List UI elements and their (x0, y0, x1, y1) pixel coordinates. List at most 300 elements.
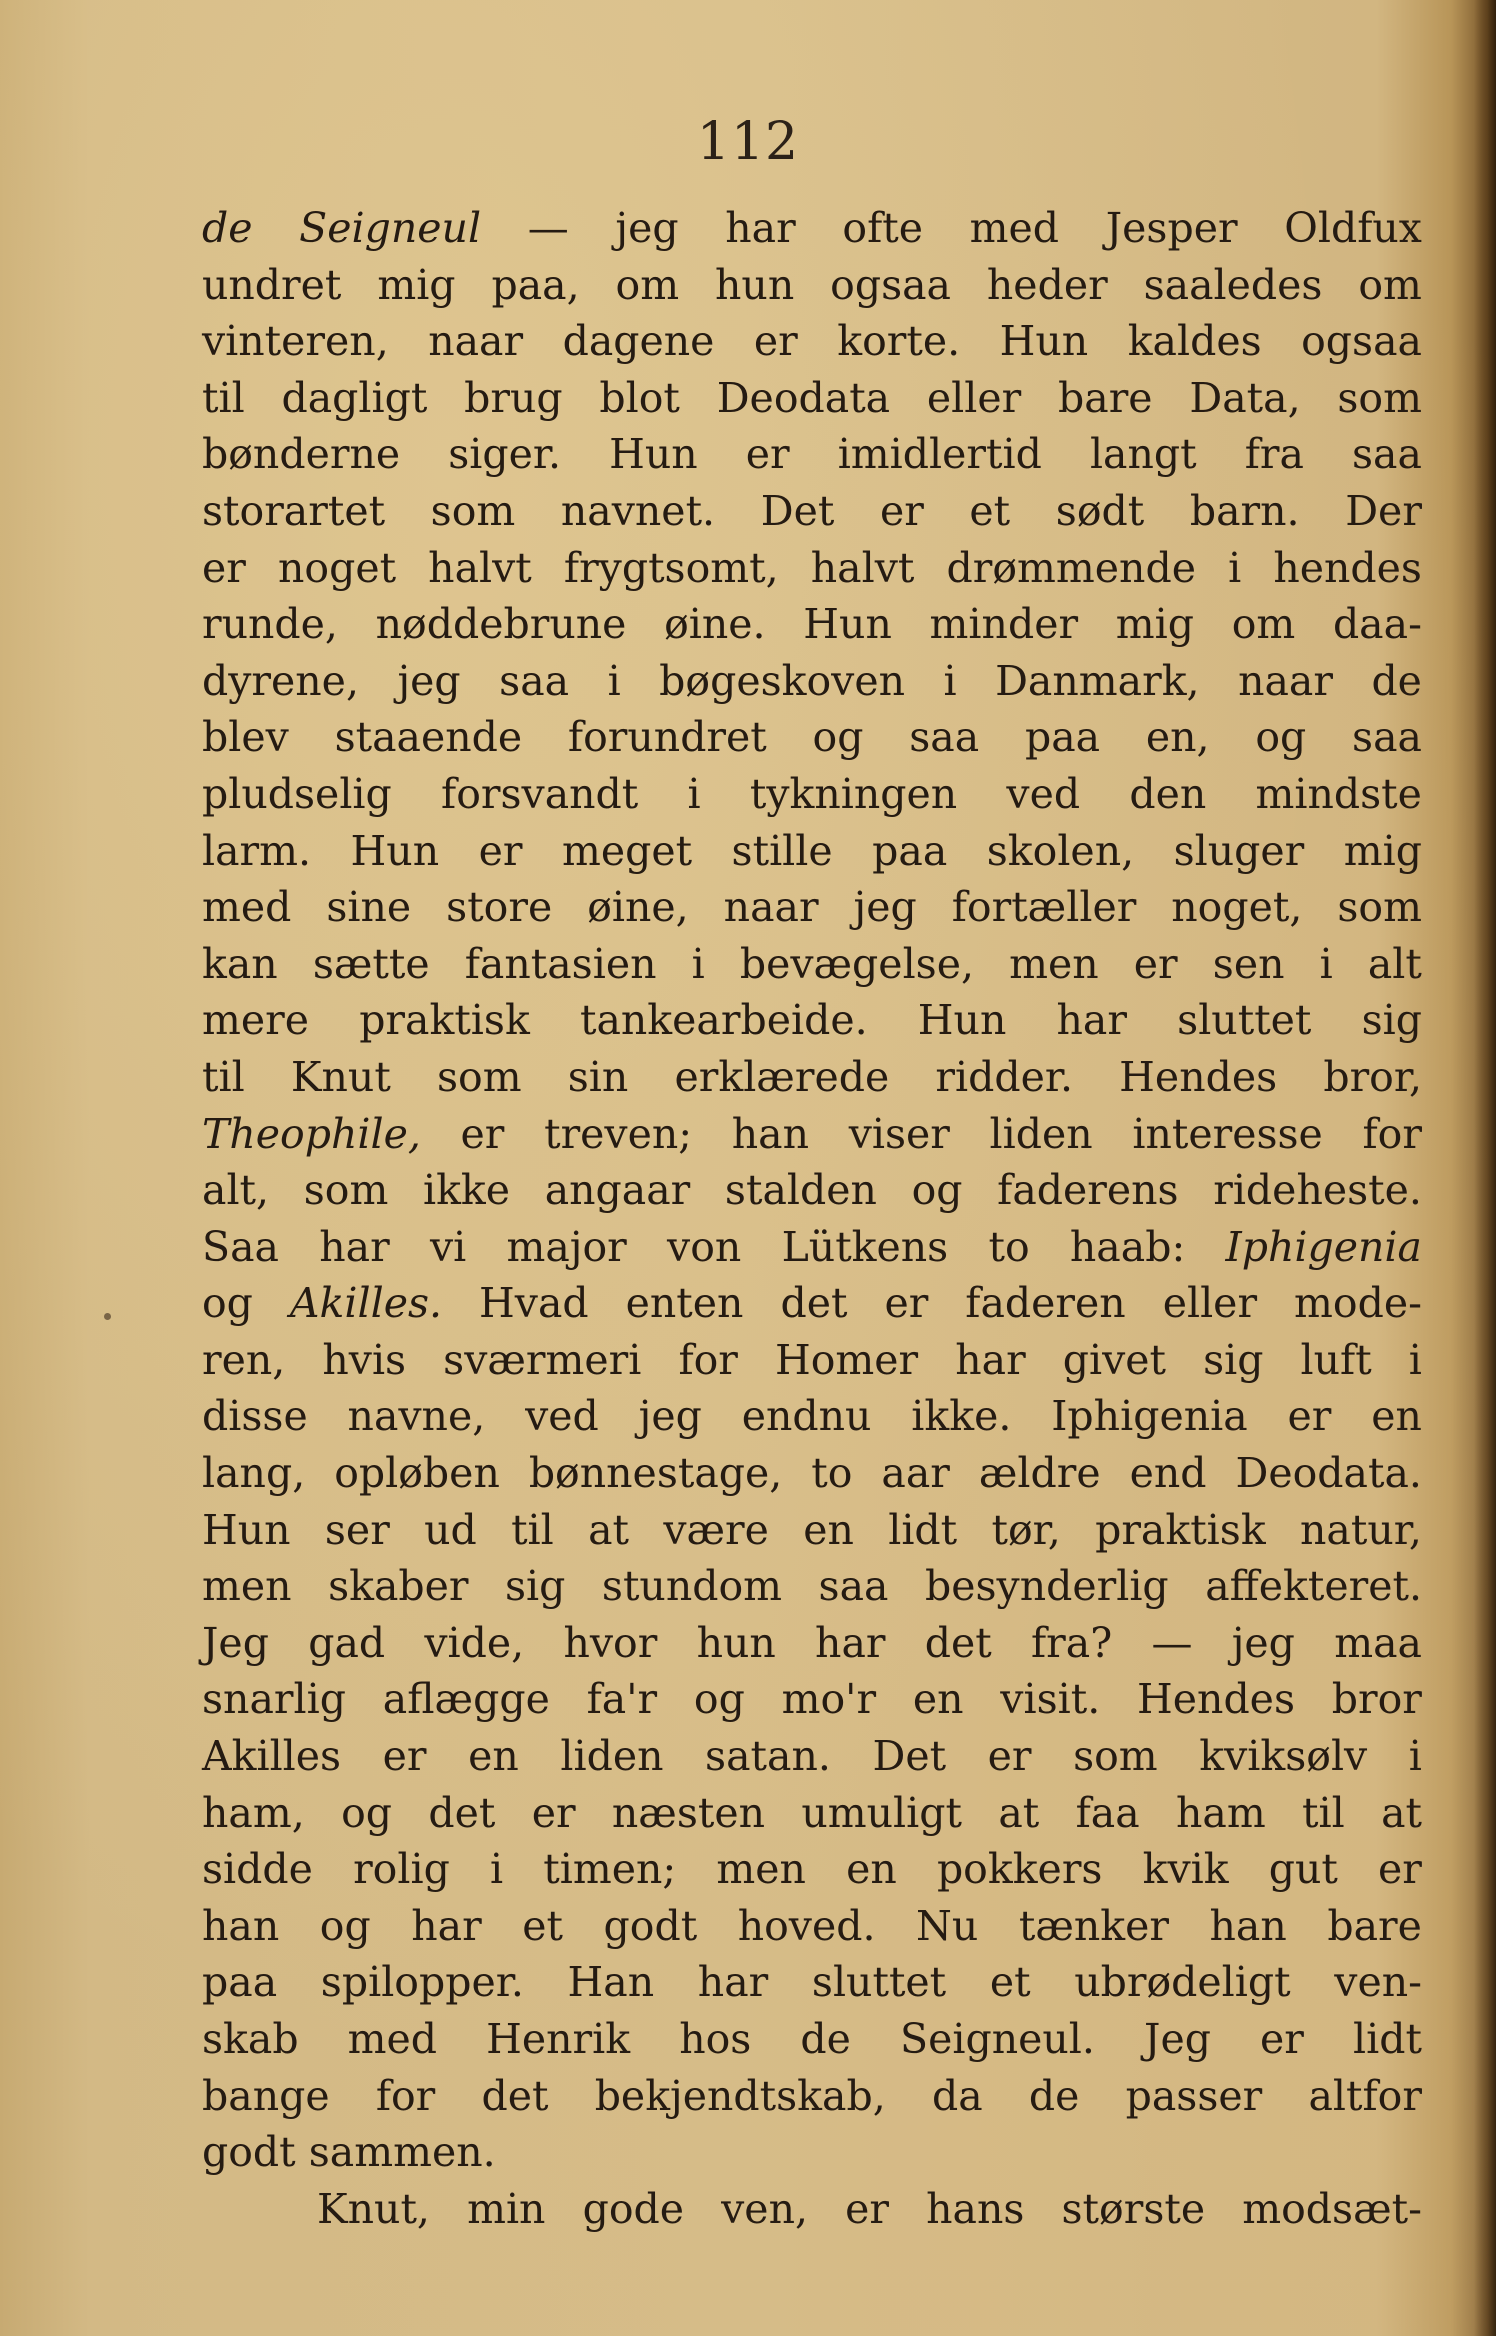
word: hvor (563, 1618, 658, 1667)
word: saa (499, 656, 570, 705)
word: faderen (965, 1279, 1126, 1328)
word: liden (989, 1109, 1093, 1158)
text-line (202, 1162, 1422, 1219)
word: stalden (724, 1166, 877, 1215)
word: hendes (1273, 543, 1422, 592)
word: mode- (1294, 1279, 1422, 1328)
word: er (753, 317, 798, 366)
word: som (430, 486, 516, 535)
text-line (202, 766, 1422, 823)
text-line (202, 1671, 1422, 1728)
word: disse (202, 1392, 308, 1441)
text-line (202, 653, 1422, 710)
text-line (202, 1615, 1422, 1672)
word: er (1287, 1392, 1332, 1441)
word: eller (926, 373, 1022, 422)
word: øine. (664, 600, 766, 649)
text-line (202, 992, 1422, 1049)
word: ofte (842, 204, 923, 252)
word: lidt (888, 1505, 958, 1554)
word: Data, (1189, 373, 1301, 422)
word: sen (1212, 939, 1285, 988)
word: en (803, 1505, 854, 1554)
text-line (202, 596, 1422, 653)
word: er (478, 826, 523, 875)
word: har (1056, 996, 1127, 1045)
word: Det (760, 486, 835, 535)
word: langt (1089, 430, 1197, 479)
word: kvik (1142, 1845, 1229, 1894)
word: og (911, 1166, 963, 1215)
word: et (989, 1958, 1031, 2007)
word: han (1209, 1901, 1287, 1950)
word: Iphigenia (1225, 1222, 1422, 1271)
word: nøddebrune (375, 600, 627, 649)
word: for (375, 2071, 436, 2120)
word: og (812, 713, 864, 762)
word: hans (926, 2184, 1025, 2233)
word: bare (1327, 1901, 1422, 1950)
word: de (1028, 2071, 1080, 2120)
text-line (202, 370, 1422, 427)
text-line (202, 1502, 1422, 1559)
word: Hun (999, 317, 1089, 366)
word: brug (464, 373, 563, 422)
word: godt (603, 1901, 698, 1950)
word: sluger (1173, 826, 1305, 875)
word: hos (679, 2015, 752, 2063)
text-line (202, 2124, 1422, 2181)
word: en (912, 1675, 964, 1724)
word: sidde (202, 1845, 313, 1894)
word: er (884, 1279, 929, 1328)
word: — (1151, 1618, 1193, 1667)
word: enten (625, 1279, 744, 1328)
text-line (202, 2181, 1422, 2238)
word: liden (560, 1732, 664, 1781)
word: halvt (428, 543, 532, 592)
word: et (522, 1901, 563, 1950)
word: som (1337, 883, 1422, 932)
word: paa (872, 826, 948, 875)
word: mindste (1255, 769, 1422, 818)
word: i (691, 939, 705, 988)
word: vide, (424, 1618, 525, 1667)
word: drømmende (946, 543, 1196, 592)
word: Theophile, (202, 1109, 421, 1158)
word: tænker (1018, 1901, 1169, 1950)
word: øine, (587, 883, 689, 932)
text-line (202, 1841, 1422, 1898)
word: Hendes (1119, 1052, 1278, 1101)
word: sluttet (811, 1958, 947, 2007)
text-line (202, 2068, 1422, 2125)
word: med (969, 204, 1060, 252)
word: Knut, (317, 2184, 430, 2233)
text-line (202, 1954, 1422, 2011)
word: men (716, 1845, 806, 1894)
word: saa (909, 713, 980, 762)
text-line (202, 426, 1422, 483)
word: visit. (1000, 1675, 1101, 1724)
text-line (202, 1728, 1422, 1785)
word: bønderne (202, 430, 401, 479)
word: er (1260, 2015, 1304, 2063)
word: Jeg (1144, 2015, 1211, 2063)
word: Seigneul (299, 204, 482, 252)
word: to (811, 1449, 853, 1498)
word: men (1009, 939, 1099, 988)
word: givet (1062, 1335, 1166, 1384)
word: en (846, 1845, 897, 1894)
word: affekteret. (1205, 1562, 1422, 1611)
word: ikke (422, 1166, 511, 1215)
word: til (202, 1052, 245, 1101)
word: som (1073, 1732, 1158, 1781)
word: ved (1006, 769, 1081, 818)
word: har (319, 1222, 390, 1271)
word: skolen, (986, 826, 1135, 875)
page-edge-shadow (1474, 0, 1496, 2336)
word: aar (881, 1449, 950, 1498)
word: har (725, 204, 796, 252)
word: modsæt- (1242, 2184, 1422, 2233)
word: skab (202, 2015, 299, 2063)
word: bange (202, 2071, 330, 2120)
word: ven- (1334, 1958, 1422, 2007)
word: det (481, 2071, 549, 2120)
word: sig (1203, 1335, 1264, 1384)
word: ham, (202, 1788, 305, 1837)
word: med (347, 2015, 438, 2063)
word: ser (324, 1505, 390, 1554)
word: at (588, 1505, 630, 1554)
word: og (341, 1788, 393, 1837)
text-line (202, 1332, 1422, 1389)
word: alt (1367, 939, 1422, 988)
word: Danmark, (995, 656, 1200, 705)
word: er (382, 1732, 427, 1781)
word: Iphigenia (1051, 1392, 1248, 1441)
word: paa, (491, 260, 580, 309)
text-line (202, 1275, 1422, 1332)
word: er (531, 1788, 576, 1837)
word: ren, (202, 1335, 286, 1384)
word: saaledes (1143, 260, 1323, 309)
word: ridder. (935, 1052, 1073, 1101)
word: navne, (347, 1392, 486, 1441)
word: viser (848, 1109, 950, 1158)
word: i (1408, 1335, 1422, 1384)
word: sværmeri (443, 1335, 642, 1384)
word: naar (723, 883, 819, 932)
word: vinteren, (202, 317, 389, 366)
word: med (202, 883, 292, 932)
word: passer (1125, 2071, 1263, 2120)
text-line (202, 1388, 1422, 1445)
word: den (1129, 769, 1207, 818)
word: ubrødeligt (1074, 1958, 1291, 2007)
word: mig (1343, 826, 1422, 875)
word: tør, (991, 1505, 1061, 1554)
word: dagene (562, 317, 715, 366)
word: sig (505, 1562, 566, 1611)
text-line (202, 1049, 1422, 1106)
word: ham (1175, 1788, 1266, 1837)
word: paa (202, 1958, 278, 2007)
word: i (1408, 1732, 1422, 1781)
word: halvt (810, 543, 915, 592)
word: tankearbeide. (579, 996, 868, 1045)
word: ud (424, 1505, 477, 1554)
word: rolig (353, 1845, 450, 1894)
word: eller (1162, 1279, 1258, 1328)
word: Hun (350, 826, 440, 875)
word: Hun (917, 996, 1007, 1045)
word: det (780, 1279, 848, 1328)
text-line (202, 1219, 1422, 1276)
page-number: 112 (696, 112, 800, 172)
word: jeg (615, 204, 679, 252)
word: har (955, 1335, 1026, 1384)
word: — (527, 204, 569, 252)
word: er (745, 430, 790, 479)
word: lang, (202, 1449, 306, 1498)
word: det (924, 1618, 992, 1667)
word: Henrik (486, 2015, 631, 2063)
word: end (1129, 1449, 1207, 1498)
word: fra? (1031, 1618, 1113, 1667)
word: saa (1352, 430, 1422, 479)
word: naar (428, 317, 524, 366)
word: som (436, 1052, 522, 1101)
word: Oldfux (1284, 204, 1422, 252)
text-line (202, 257, 1422, 314)
word: jeg (638, 1392, 702, 1441)
word: forundret (567, 713, 767, 762)
body-text (202, 200, 1422, 2237)
word: naar (1238, 656, 1333, 705)
text-line (202, 709, 1422, 766)
word: pokkers (936, 1845, 1103, 1894)
word: imidlertid (837, 430, 1042, 479)
word: er (879, 486, 924, 535)
word: minder (929, 600, 1079, 649)
word: i (490, 1845, 504, 1894)
word: som (303, 1166, 389, 1215)
word: er (1133, 939, 1178, 988)
word: kviksølv (1199, 1732, 1368, 1781)
word: Seigneul. (900, 2015, 1095, 2063)
text-line (202, 540, 1422, 597)
word: ikke. (911, 1392, 1012, 1441)
word: er (202, 543, 246, 592)
word: Saa (202, 1222, 279, 1271)
word: ved (525, 1392, 599, 1441)
word: skaber (328, 1562, 469, 1611)
word: til (1302, 1788, 1345, 1837)
word: aflægge (382, 1675, 550, 1724)
word: for (1362, 1109, 1422, 1158)
word: bevægelse, (739, 939, 975, 988)
word: er (1378, 1845, 1422, 1894)
word: godt (202, 2128, 296, 2177)
text-line (202, 879, 1422, 936)
word: mig (377, 260, 456, 309)
word: Han (567, 1958, 655, 2007)
word: ogsaa (1301, 317, 1422, 366)
word: bekjendtskab, (594, 2071, 886, 2120)
word: en, (1145, 713, 1210, 762)
word: larm. (202, 826, 312, 875)
word: han (202, 1901, 280, 1950)
word: major (506, 1222, 627, 1271)
text-line (202, 1106, 1422, 1163)
word: Jeg (202, 1618, 269, 1667)
word: bror (1331, 1675, 1422, 1724)
word: von (667, 1222, 742, 1271)
word: altfor (1308, 2071, 1422, 2120)
word: de (800, 2015, 851, 2063)
word: og (1255, 713, 1307, 762)
word: de (202, 204, 253, 252)
word: og (319, 1901, 371, 1950)
word: gut (1268, 1845, 1338, 1894)
word: for (678, 1335, 738, 1384)
word: sætte (312, 939, 430, 988)
paper-speck (104, 1313, 111, 1320)
word: har (815, 1618, 886, 1667)
word: treven; (544, 1109, 693, 1158)
word: daa- (1332, 600, 1422, 649)
word: og (693, 1675, 745, 1724)
word: de (1371, 656, 1422, 705)
word: Hvad (479, 1279, 589, 1328)
word: det (428, 1788, 496, 1837)
word: Nu (916, 1901, 979, 1950)
word: jeg (397, 656, 461, 705)
word: bøgeskoven (659, 656, 905, 705)
word: faa (1075, 1788, 1140, 1837)
word: gad (308, 1618, 386, 1667)
word: forsvandt (441, 769, 639, 818)
word: største (1061, 2184, 1206, 2233)
word: angaar (544, 1166, 691, 1215)
word: Deodata. (1235, 1449, 1422, 1498)
word: bønnestage, (528, 1449, 783, 1498)
word: Hun (803, 600, 892, 649)
word: Lütkens (781, 1222, 949, 1271)
word: fa'r (586, 1675, 658, 1724)
word: stille (731, 826, 833, 875)
word: kan (202, 939, 278, 988)
text-line (202, 483, 1422, 540)
word: at (998, 1788, 1040, 1837)
word: tykningen (749, 769, 958, 818)
word: mere (202, 996, 310, 1045)
word: stundom (601, 1562, 783, 1611)
word: rideheste. (1213, 1166, 1422, 1215)
text-line (202, 313, 1422, 370)
word: vi (429, 1222, 467, 1271)
word: men (202, 1562, 292, 1611)
word: staaende (334, 713, 523, 762)
word: faderens (997, 1166, 1179, 1215)
word: blot (599, 373, 680, 422)
word: praktisk (359, 996, 530, 1045)
word: en (1371, 1392, 1422, 1441)
word: opløben (334, 1449, 500, 1498)
word: i (943, 656, 957, 705)
word: til (202, 373, 245, 422)
word: fra (1244, 430, 1304, 479)
word: om (1358, 260, 1422, 309)
word: Knut (290, 1052, 391, 1101)
word: bror, (1323, 1052, 1422, 1101)
text-line (202, 1898, 1422, 1955)
word: er (987, 1732, 1032, 1781)
word: interesse (1132, 1109, 1323, 1158)
word: lidt (1353, 2015, 1422, 2063)
word: i (687, 769, 701, 818)
word: sammen. (308, 2128, 496, 2177)
word: korte. (837, 317, 961, 366)
word: Homer (774, 1335, 919, 1384)
word: navnet. (560, 486, 716, 535)
word: paa (1024, 713, 1101, 762)
word: frygtsomt, (563, 543, 779, 592)
text-line (202, 2011, 1422, 2068)
word: to (988, 1222, 1030, 1271)
word: i (607, 656, 621, 705)
word: et (969, 486, 1011, 535)
word: Hun (609, 430, 698, 479)
word: jeg (1231, 1618, 1295, 1667)
word: til (511, 1505, 554, 1554)
word: satan. (705, 1732, 831, 1781)
word: jeg (853, 883, 917, 932)
word: mo'r (781, 1675, 877, 1724)
word: være (663, 1505, 769, 1554)
word: sødt (1055, 486, 1145, 535)
word: ældre (978, 1449, 1101, 1498)
word: er (845, 2184, 889, 2233)
word: store (446, 883, 553, 932)
text-line (202, 823, 1422, 880)
word: ven, (721, 2184, 809, 2233)
word: kaldes (1127, 317, 1262, 366)
word: hvis (322, 1335, 407, 1384)
word: siger. (448, 430, 561, 479)
word: umuligt (801, 1788, 962, 1837)
word: om (1231, 600, 1296, 649)
word: noget (277, 543, 397, 592)
word: Hun (202, 1505, 291, 1554)
word: bare (1058, 373, 1153, 422)
word: Akilles (202, 1732, 342, 1781)
word: runde, (202, 600, 338, 649)
word: at (1381, 1788, 1422, 1837)
word: praktisk (1095, 1505, 1266, 1554)
word: hun (715, 260, 795, 309)
word: spilopper. (320, 1958, 524, 2007)
word: blev (202, 713, 289, 762)
word: erklærede (674, 1052, 890, 1101)
word: alt, (202, 1166, 270, 1215)
word: natur, (1300, 1505, 1422, 1554)
word: Jesper (1105, 204, 1238, 252)
word: og (202, 1279, 253, 1328)
